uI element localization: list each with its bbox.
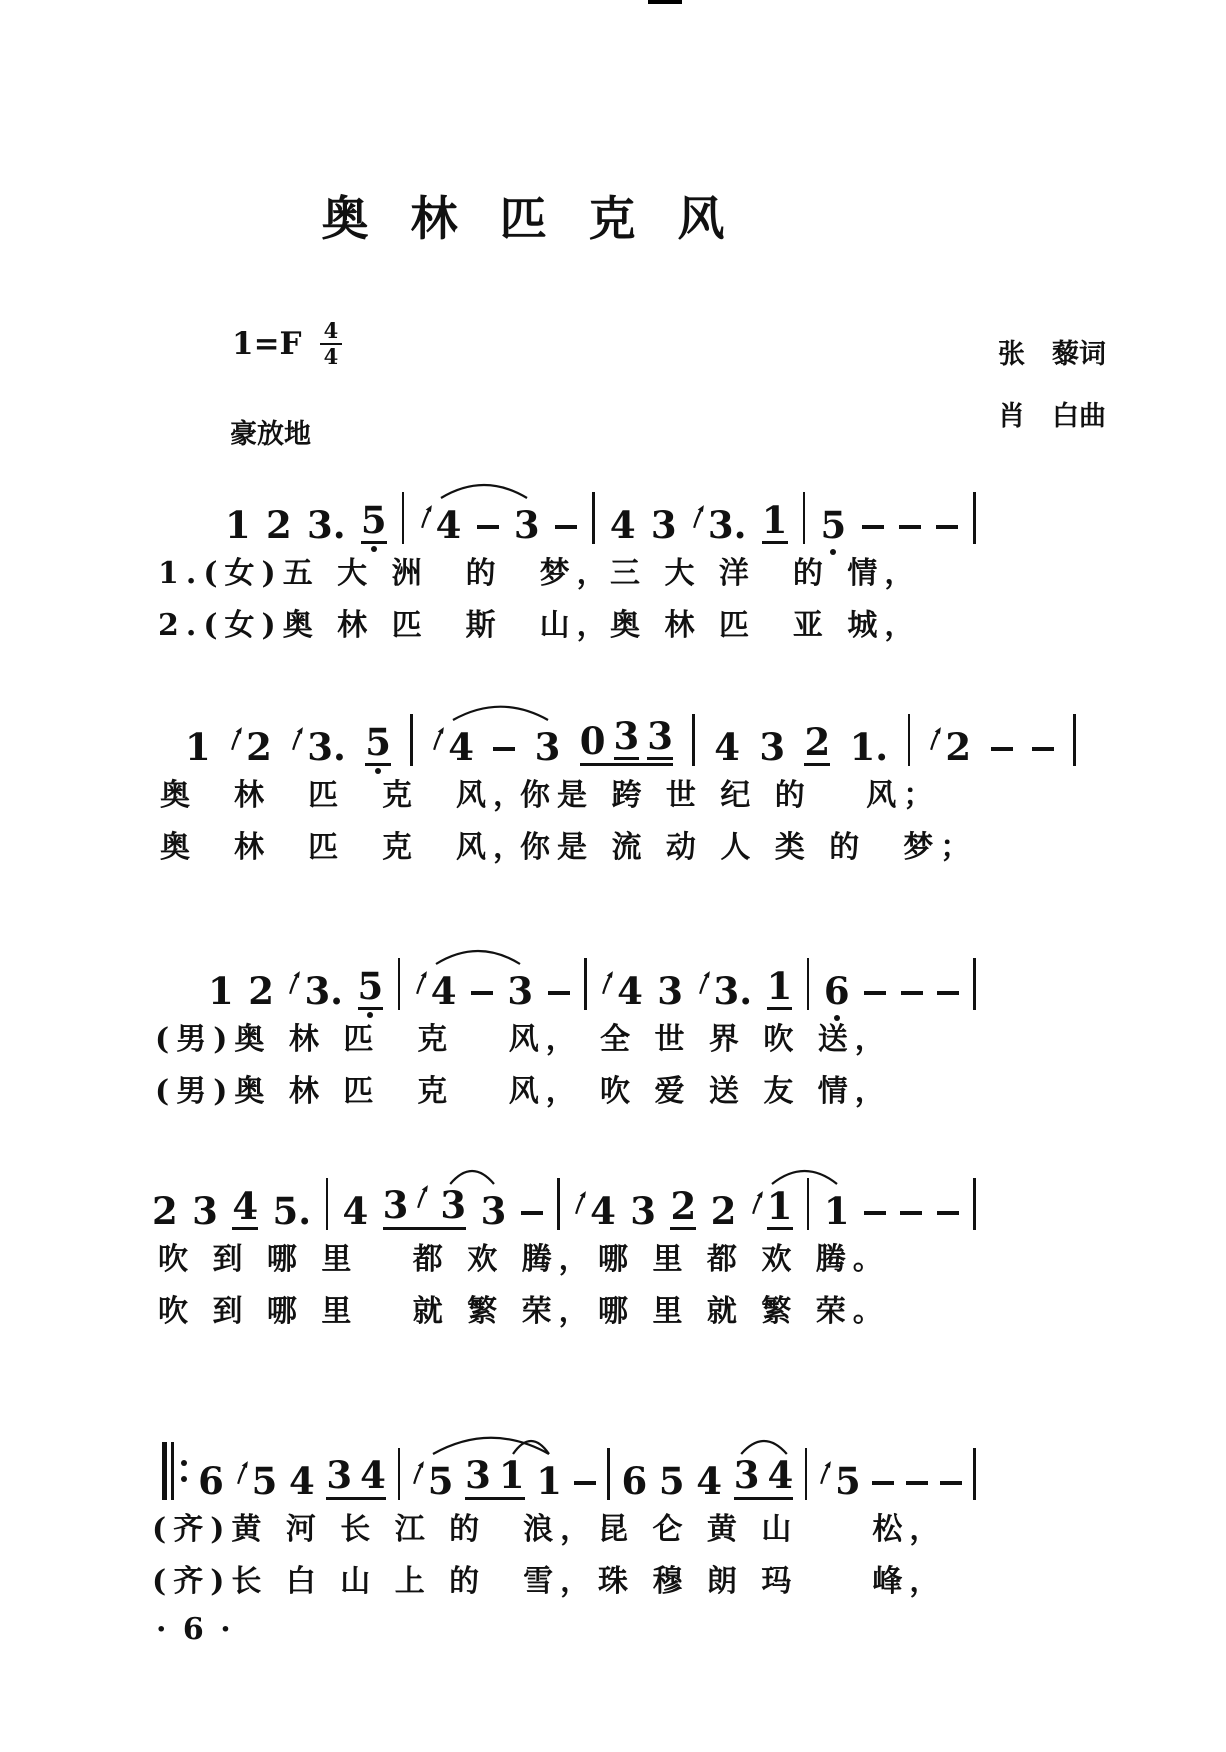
music-system-1 <box>0 434 1226 652</box>
lyrics-phrase-left: 吹 到 哪 里 就 繁 荣， <box>158 1294 596 1329</box>
note-digit: 4 <box>767 1453 794 1497</box>
note-token <box>534 725 561 769</box>
note-digit: 1 <box>185 725 211 769</box>
final-barline <box>973 1178 976 1230</box>
duration-dash <box>1032 747 1054 752</box>
lyrics-phrase-right: 奥 林 匹 亚 城， <box>610 608 922 643</box>
note-token <box>714 725 740 769</box>
note-digit: 3 <box>647 714 674 758</box>
note-token <box>288 1459 315 1503</box>
lyrics-phrase-right: 你是 跨 世 纪 的 风； <box>520 778 941 813</box>
music-system-3 <box>0 900 1226 1118</box>
note-token <box>192 1189 218 1233</box>
note-digit: 4 <box>714 725 740 769</box>
note-digit: 3 <box>630 1189 657 1233</box>
note-digit: 2 <box>945 725 972 769</box>
duration-dash <box>862 525 884 530</box>
note-digit: 3 <box>657 969 684 1013</box>
slide-up-ornament-icon <box>819 1460 833 1486</box>
note-digit: 2 <box>266 503 292 547</box>
repeat-dot <box>181 1476 187 1482</box>
note-digit: 5 <box>365 724 391 766</box>
lyrics-phrase-left: (齐)长 白 山 上 的 雪， <box>152 1564 598 1599</box>
note-token <box>420 503 462 547</box>
note-digit: 6 <box>824 973 850 1010</box>
notation-tokens <box>152 1164 976 1233</box>
slide-up-ornament-icon <box>412 1460 426 1486</box>
note-digit: 4 <box>288 1459 315 1503</box>
note-token <box>185 725 211 769</box>
note-digit: 4 <box>609 503 636 547</box>
note-digit: 1 <box>761 498 788 542</box>
note-token <box>248 969 274 1013</box>
beamed-note-group <box>465 1453 525 1500</box>
note-token <box>507 969 534 1013</box>
duration-dash <box>901 991 923 996</box>
note-digit: 1 <box>766 964 793 1008</box>
barline <box>398 958 401 1010</box>
duration-dash <box>548 991 570 996</box>
lyrics-line <box>0 1014 1226 1066</box>
note-token <box>759 725 786 769</box>
note-token <box>198 1459 224 1503</box>
barline <box>557 1178 560 1230</box>
notation-tokens <box>208 944 976 1013</box>
note-token <box>766 964 793 1010</box>
song-title: 奥林匹克风 <box>321 192 767 247</box>
note-token <box>236 1459 278 1503</box>
final-barline <box>973 958 976 1010</box>
barline <box>807 1178 810 1230</box>
beamed-note-group <box>579 714 674 766</box>
barline <box>410 714 413 766</box>
note-token <box>342 1189 369 1233</box>
barline <box>584 958 587 1010</box>
key-signature-block <box>232 320 342 368</box>
note-digit: 3 <box>534 725 561 769</box>
note-digit: 5 <box>427 1459 454 1503</box>
meter-denominator: 4 <box>323 344 339 370</box>
slide-up-ornament-icon <box>692 504 706 530</box>
note-digit: 3 <box>326 1453 353 1497</box>
lyrics-line <box>0 548 1226 600</box>
beamed-note-group <box>383 1184 467 1230</box>
notation-line <box>152 1120 976 1233</box>
duration-dash <box>872 1481 894 1486</box>
slide-up-ornament-icon <box>432 726 446 752</box>
barline <box>807 958 810 1010</box>
note-token <box>761 498 788 544</box>
note-token <box>513 503 540 547</box>
slide-up-ornament-icon <box>929 726 943 752</box>
final-barline <box>973 1448 976 1500</box>
slide-up-ornament-icon <box>416 1184 430 1210</box>
composer-credit: 肖 白曲 <box>998 401 1106 432</box>
note-digit: 3 <box>192 1189 218 1233</box>
note-token <box>696 1459 723 1503</box>
lyrics-line <box>0 1234 1226 1286</box>
scan-artifact <box>648 0 682 4</box>
note-digit: 2 <box>670 1184 697 1228</box>
final-barline <box>973 492 976 544</box>
note-token <box>272 1189 312 1233</box>
music-system-5 <box>0 1390 1226 1608</box>
note-digit: 3. <box>304 969 344 1013</box>
note-digit: 2 <box>152 1189 178 1233</box>
note-digit: 3. <box>713 969 753 1013</box>
note-token <box>266 503 292 547</box>
lyrics-phrase-left: (齐)黄 河 长 江 的 浪， <box>152 1512 598 1547</box>
note-digit: 5 <box>835 1459 861 1503</box>
lyrics-line <box>0 1066 1226 1118</box>
slide-up-ornament-icon <box>751 1190 765 1216</box>
note-digit: 5 <box>658 1459 685 1503</box>
note-digit: 4 <box>696 1459 723 1503</box>
duration-dash <box>900 1211 922 1216</box>
note-digit: 3 <box>613 714 640 758</box>
barline <box>908 714 911 766</box>
lyrics-phrase-right: 哪 里 就 繁 荣。 <box>598 1294 890 1329</box>
note-token <box>365 720 391 766</box>
note-digit: 5. <box>272 1189 312 1233</box>
time-signature <box>320 320 343 368</box>
barline <box>402 492 405 544</box>
note-token <box>412 1459 454 1503</box>
note-digit: 6 <box>621 1459 648 1503</box>
duration-dash <box>477 525 499 530</box>
duration-dash <box>940 1481 962 1486</box>
lyrics-line <box>0 770 1226 822</box>
lyrics-line <box>0 1504 1226 1556</box>
notation-tokens <box>162 1434 976 1503</box>
note-token <box>225 503 251 547</box>
slide-up-ornament-icon <box>415 970 429 996</box>
repeat-thin-bar <box>171 1442 174 1500</box>
barline <box>803 492 806 544</box>
credits-block <box>998 324 1106 448</box>
lyrics-phrase-left: 吹 到 哪 里 都 欢 腾， <box>158 1242 596 1277</box>
note-digit: 2 <box>710 1189 737 1233</box>
note-digit: 3. <box>307 725 346 769</box>
note-token <box>819 1459 861 1503</box>
barline <box>607 1448 610 1500</box>
lyricist-credit: 张 藜词 <box>998 339 1106 370</box>
slide-up-ornament-icon <box>288 970 302 996</box>
note-digit: 3 <box>650 503 677 547</box>
notation-line <box>208 900 976 1013</box>
note-token <box>670 1184 697 1230</box>
note-digit: 6 <box>198 1459 224 1503</box>
note-token <box>415 969 457 1013</box>
note-digit: 4 <box>435 503 462 547</box>
lyrics-line <box>0 1556 1226 1608</box>
notation-line <box>162 1390 976 1503</box>
beamed-note-group <box>326 1453 386 1500</box>
final-barline <box>1073 714 1076 766</box>
slide-up-ornament-icon <box>291 726 305 752</box>
slide-up-ornament-icon <box>601 970 615 996</box>
duration-dash <box>937 1211 959 1216</box>
note-digit: 2 <box>248 969 274 1013</box>
lyrics-line <box>0 600 1226 652</box>
note-token <box>307 503 346 547</box>
note-token <box>657 969 684 1013</box>
note-digit: 1 <box>498 1453 525 1497</box>
tempo-marking: 豪放地 <box>230 419 311 450</box>
note-digit: 1 <box>766 1184 793 1228</box>
note-token <box>480 1189 507 1233</box>
note-digit: 4 <box>232 1184 259 1228</box>
note-digit: 3 <box>382 1183 409 1227</box>
note-token <box>823 969 850 1013</box>
note-token <box>698 969 753 1013</box>
note-digit: 3 <box>759 725 786 769</box>
note-token <box>621 1459 648 1503</box>
slide-up-ornament-icon <box>236 1460 250 1486</box>
page-number: · 6 · <box>156 1612 234 1647</box>
note-digit: 1 <box>823 1189 850 1233</box>
duration-dash <box>991 747 1013 752</box>
meter-numerator: 4 <box>320 320 343 345</box>
lyrics-phrase-left: (男)奥 林 匹 克 风， <box>155 1074 583 1109</box>
note-digit: 3. <box>707 503 747 547</box>
note-token <box>152 1189 178 1233</box>
duration-dash <box>864 991 886 996</box>
barline <box>326 1178 329 1230</box>
note-token <box>601 969 643 1013</box>
duration-dash <box>471 991 493 996</box>
lyrics-phrase-left: 2.(女)奥 林 匹 斯 山， <box>158 608 614 643</box>
slide-up-ornament-icon <box>574 1190 588 1216</box>
notation-tokens <box>225 478 976 547</box>
note-token <box>360 498 387 544</box>
lyrics-line <box>0 1286 1226 1338</box>
duration-dash <box>936 525 958 530</box>
lyrics-phrase-right: 你是 流 动 人 类 的 梦； <box>520 830 978 865</box>
lyrics-phrase-left: 奥 林 匹 克 风， <box>160 830 530 865</box>
note-token <box>751 1184 793 1230</box>
note-token <box>232 1184 259 1230</box>
note-digit: 5 <box>358 968 384 1010</box>
note-digit: 1 <box>536 1459 562 1503</box>
note-token <box>823 1189 850 1233</box>
slide-up-ornament-icon <box>230 726 244 752</box>
barline <box>398 1448 401 1500</box>
note-token <box>574 1189 616 1233</box>
note-digit: 2 <box>804 720 831 764</box>
lyrics-phrase-left: 奥 林 匹 克 风， <box>160 778 530 813</box>
music-system-4 <box>0 1120 1226 1338</box>
note-token <box>288 969 344 1013</box>
lyrics-phrase-right: 吹 爱 送 友 情， <box>600 1074 892 1109</box>
note-digit: 4 <box>590 1189 616 1233</box>
slide-up-ornament-icon <box>420 504 434 530</box>
note-digit: 5 <box>361 502 387 544</box>
lyrics-phrase-left: (男)奥 林 匹 克 风， <box>155 1022 583 1057</box>
notation-tokens <box>185 700 1076 769</box>
note-digit: 4 <box>342 1189 369 1233</box>
note-digit: 3 <box>480 1189 507 1233</box>
barline <box>805 1448 808 1500</box>
note-digit: 1 <box>208 969 234 1013</box>
note-token <box>630 1189 657 1233</box>
duration-dash <box>555 525 577 530</box>
note-token <box>710 1189 737 1233</box>
duration-dash <box>574 1481 596 1486</box>
lyrics-phrase-right: 昆 仑 黄 山 松， <box>598 1512 947 1547</box>
note-digit: 5 <box>821 507 847 544</box>
note-token <box>820 503 847 547</box>
note-digit: 0 <box>579 719 606 763</box>
duration-dash <box>906 1481 928 1486</box>
repeat-thick-bar <box>162 1442 167 1500</box>
note-token <box>692 503 747 547</box>
lyrics-phrase-right: 全 世 界 吹 送， <box>600 1022 892 1057</box>
note-digit: 3 <box>513 503 540 547</box>
barline <box>692 714 695 766</box>
note-digit: 4 <box>617 969 643 1013</box>
note-token <box>849 725 889 769</box>
note-token <box>536 1459 562 1503</box>
notation-line <box>185 656 1076 769</box>
duration-dash <box>937 991 959 996</box>
note-digit: 3. <box>307 503 346 547</box>
beamed-note-group <box>733 1453 794 1500</box>
note-token <box>650 503 677 547</box>
repeat-dots <box>181 1442 187 1500</box>
note-digit: 1. <box>849 725 889 769</box>
note-token <box>230 725 272 769</box>
lyrics-phrase-left: 1.(女)五 大 洲 的 梦， <box>158 556 614 591</box>
lyrics-phrase-right: 哪 里 都 欢 腾。 <box>598 1242 890 1277</box>
notation-line <box>225 434 976 547</box>
note-token <box>929 725 972 769</box>
repeat-start-barline <box>162 1442 187 1500</box>
slide-up-ornament-icon <box>698 970 712 996</box>
key-signature: 1=F <box>232 326 302 363</box>
note-token <box>609 503 636 547</box>
duration-dash <box>521 1211 543 1216</box>
music-system-2 <box>0 656 1226 874</box>
note-digit: 3 <box>465 1453 491 1497</box>
note-digit: 3 <box>440 1183 467 1227</box>
lyrics-line <box>0 822 1226 874</box>
note-token <box>357 964 384 1010</box>
barline <box>592 492 595 544</box>
lyrics-phrase-right: 三 大 洋 的 情， <box>610 556 922 591</box>
note-token <box>658 1459 685 1503</box>
note-digit: 5 <box>251 1459 278 1503</box>
repeat-dot <box>181 1460 187 1466</box>
note-token <box>291 725 346 769</box>
note-digit: 4 <box>448 725 474 769</box>
note-digit: 4 <box>360 1453 386 1497</box>
note-digit: 3 <box>733 1453 760 1497</box>
duration-dash <box>899 525 921 530</box>
note-token <box>208 969 234 1013</box>
lyrics-phrase-right: 珠 穆 朗 玛 峰， <box>598 1564 947 1599</box>
note-digit: 3 <box>507 969 534 1013</box>
duration-dash <box>493 747 515 752</box>
note-digit: 1 <box>225 503 251 547</box>
duration-dash <box>864 1211 886 1216</box>
note-token <box>804 720 831 766</box>
note-token <box>432 725 474 769</box>
note-digit: 2 <box>246 725 272 769</box>
note-digit: 4 <box>430 969 457 1013</box>
